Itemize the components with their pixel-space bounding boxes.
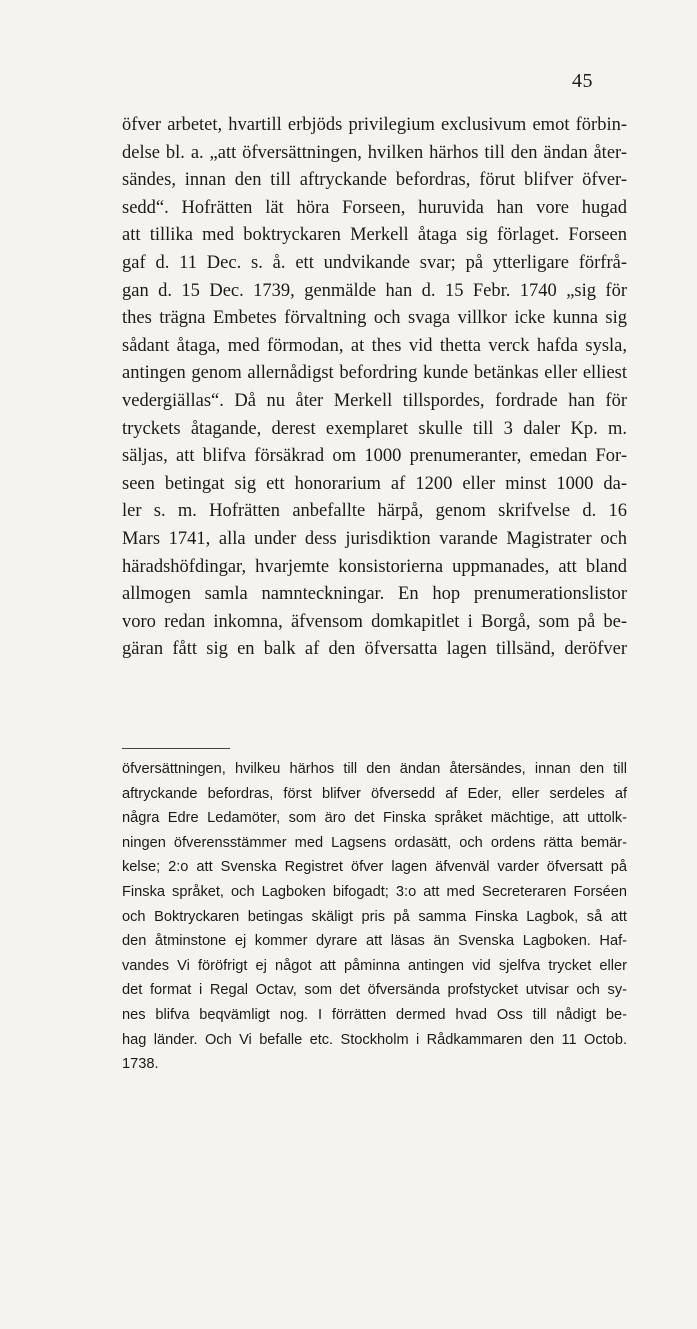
main-text-line: öfver arbetet, hvartill erbjöds privilegium exclusivum emot förbin- bbox=[122, 115, 627, 135]
main-text-line: Mars 1741, alla under dess jurisdiktion varande Magistrater och bbox=[122, 528, 627, 549]
main-text bbox=[122, 112, 627, 664]
footnote-line: hag länder. Och Vi befalle etc. Stockholm i Rådkammaren den 11 Octob. bbox=[122, 1031, 627, 1048]
main-text-line: seen betingat sig ett honorarium af 1200 eller minst 1000 da- bbox=[122, 473, 627, 494]
main-text-line: antingen genom allernådigst befordring kunde betänkas eller elliest bbox=[122, 363, 627, 384]
main-text-line: voro redan inkomna, äfvensom domkapitlet i Borgå, som på be- bbox=[122, 611, 627, 632]
footnote-line: öfversättningen, hvilkeu härhos till den ändan återsändes, innan den till bbox=[122, 761, 627, 777]
footnote-divider bbox=[122, 748, 230, 749]
main-text-line: häradshöfdingar, hvarjemte konsistorierna uppmanades, att bland bbox=[122, 556, 627, 577]
main-text-line: ler s. m. Hofrätten anbefallte härpå, genom skrifvelse d. 16 bbox=[122, 501, 627, 522]
footnote-line: vandes Vi föröfrigt ej något att påminna antingen vid sjelfva trycket eller bbox=[122, 957, 627, 974]
main-text-line: delse bl. a. „att öfversättningen, hvilken härhos till den ändan åter- bbox=[122, 142, 627, 163]
footnote-line: nes blifva beqvämligt nog. I förrätten dermed hvad Oss till nådigt be- bbox=[122, 1006, 627, 1023]
main-text-line: allmogen samla namnteckningar. En hop prenumerationslistor bbox=[122, 584, 627, 605]
footnote bbox=[122, 757, 627, 1077]
footnote-line: aftryckande befordras, först blifver öfversedd af Eder, eller serdeles af bbox=[122, 785, 627, 802]
footnote-line: kelse; 2:o att Svenska Registret öfver lagen äfvenväl varder öfversatt på bbox=[122, 859, 627, 876]
main-text-line: att tillika med boktryckaren Merkell åtaga sig förlaget. Forseen bbox=[122, 225, 627, 246]
main-text-line: säljas, att blifva försäkrad om 1000 prenumeranter, emedan For- bbox=[122, 446, 627, 467]
main-text-line: tryckets åtagande, derest exemplaret skulle till 3 daler Kp. m. bbox=[122, 418, 627, 439]
main-text-line: gäran fått sig en balk af den öfversatta lagen tillsänd, deröfver bbox=[122, 639, 627, 660]
footnote-line: den åtminstone ej kommer dyrare att läsas än Svenska Lagboken. Haf- bbox=[122, 933, 627, 950]
footnote-line: ningen öfverensstämmer med Lagsens ordasätt, och ordens rätta bemär- bbox=[122, 834, 627, 851]
footnote-line: 1738. bbox=[122, 1056, 159, 1073]
main-text-line: gan d. 15 Dec. 1739, genmälde han d. 15 Febr. 1740 „sig för bbox=[122, 280, 627, 301]
main-text-line: sådant åtaga, med förmodan, at thes vid thetta verck hafda sysla, bbox=[122, 335, 627, 356]
footnote-line: Finska språket, och Lagboken bifogadt; 3:o att med Secreteraren Forséen bbox=[122, 883, 627, 900]
main-text-line: sedd“. Hofrätten lät höra Forseen, huruvida han vore hugad bbox=[122, 197, 627, 218]
footnote-line: och Boktryckaren betingas skäligt pris på samma Finska Lagbok, så att bbox=[122, 908, 627, 925]
footnote-line: det format i Regal Octav, som det öfversända profstycket utvisar och sy- bbox=[122, 982, 627, 999]
page-number: 45 bbox=[572, 70, 593, 92]
main-text-line: thes trägna Embetes förvaltning och svaga villkor icke kunna sig bbox=[122, 308, 627, 329]
main-text-line: gaf d. 11 Dec. s. å. ett undvikande svar; på ytterligare förfrå- bbox=[122, 252, 627, 273]
main-text-line: sändes, innan den till aftryckande befordras, förut blifver öfver- bbox=[122, 170, 627, 191]
main-text-line: vedergiällas“. Då nu åter Merkell tillspordes, fordrade han för bbox=[122, 390, 627, 411]
footnote-line: några Edre Ledamöter, som äro det Finska språket mächtige, att uttolk- bbox=[122, 810, 627, 827]
